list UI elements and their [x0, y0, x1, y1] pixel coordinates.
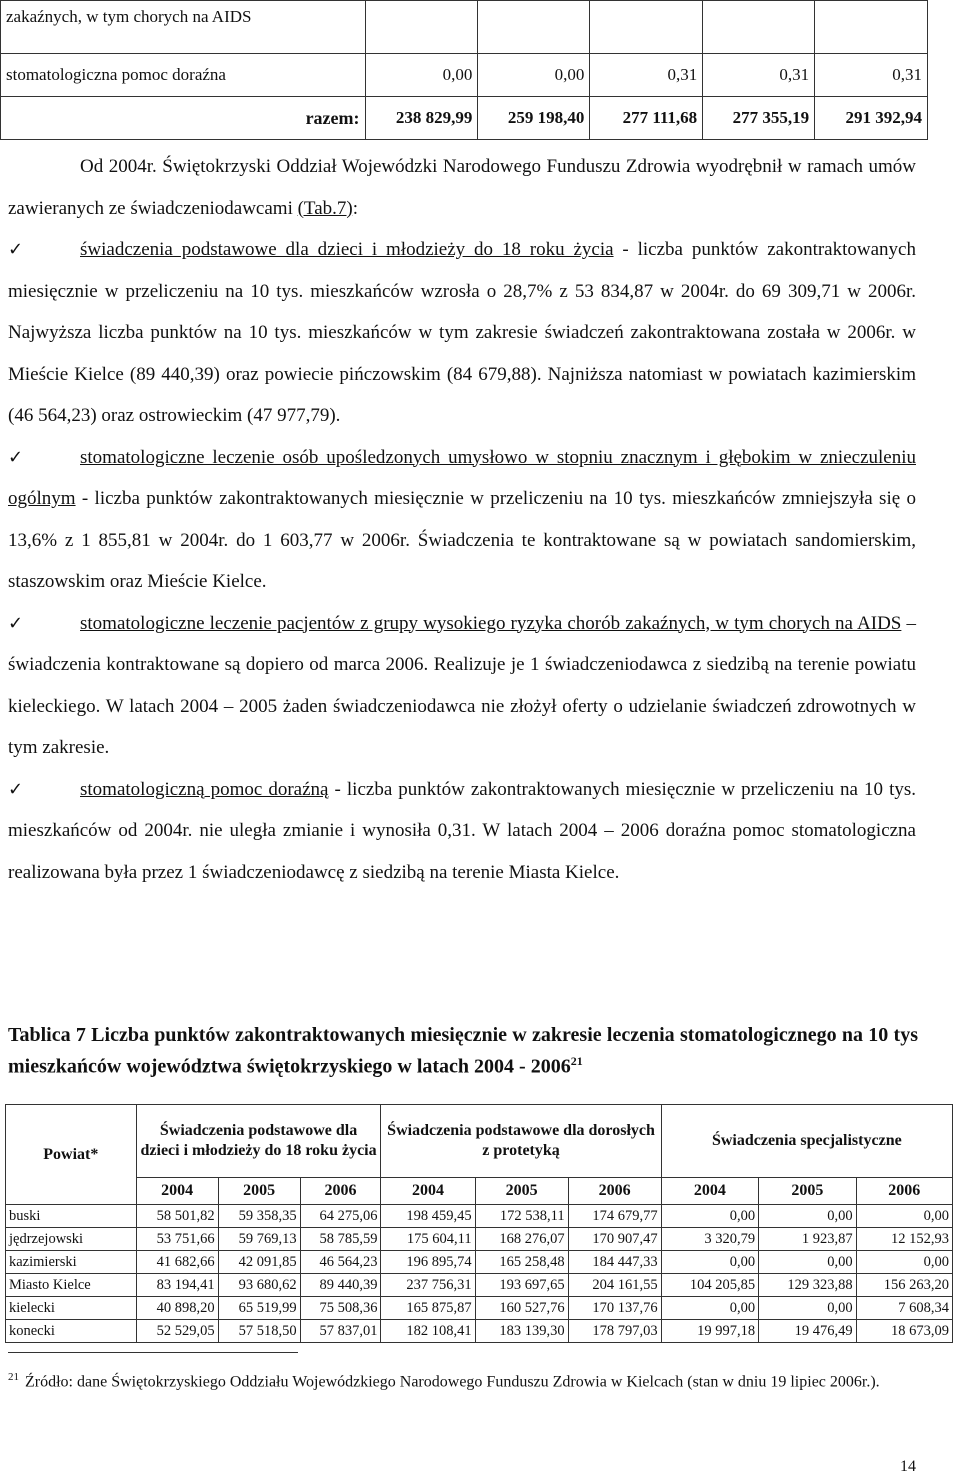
table-cell: 237 756,31 [381, 1274, 475, 1297]
table-cell: 12 152,93 [856, 1228, 952, 1251]
table-cell: 7 608,34 [856, 1297, 952, 1320]
list-item: ✓ stomatologiczną pomoc doraźną - liczba punktów zakontraktowanych miesięcznie w przeliczeniu na 10 tys. mieszkańców od 2004r. nie uległa zmianie i wynosiła 0,31. W latach 2004 – 2006 doraźna pomoc stomatologiczna realizowana była przez 1 świadczeniodawcę z siedzibą na terenie Miasta Kielce. [8, 769, 916, 894]
table-header-row [6, 1105, 953, 1178]
total-label: razem: [1, 97, 366, 140]
table-cell: 204 161,55 [568, 1274, 661, 1297]
table-cell: 277 355,19 [703, 97, 815, 140]
table-cell: 170 137,76 [568, 1297, 661, 1320]
table-cell: 193 697,65 [475, 1274, 568, 1297]
table-cell: 0,00 [759, 1251, 856, 1274]
footnote-ref: 21 [570, 1054, 583, 1068]
table-cell: 165 258,48 [475, 1251, 568, 1274]
table-cell: 178 797,03 [568, 1320, 661, 1343]
table-cell: 0,00 [759, 1297, 856, 1320]
table-row [6, 1274, 953, 1297]
table-cell: 277 111,68 [590, 97, 703, 140]
table-cell: 0,00 [478, 54, 590, 97]
page-number: 14 [900, 1458, 916, 1475]
table-reference-link[interactable]: (Tab.7) [297, 197, 353, 219]
table-cell: 58 501,82 [136, 1205, 218, 1228]
table-header-row-years [6, 1178, 953, 1205]
table-cell: 52 529,05 [136, 1320, 218, 1343]
table-cell: 58 785,59 [300, 1228, 381, 1251]
table-cell: 42 091,85 [218, 1251, 300, 1274]
table-cell: 196 895,74 [381, 1251, 475, 1274]
table-cell: 41 682,66 [136, 1251, 218, 1274]
table-caption: Tablica 7 Liczba punktów zakontraktowanych miesięcznie w zakresie leczenia stomatologicznego na 10 tys mieszkańców województwa świętokrzyskiego w latach 2004 - 2006$^{21}$ [8, 1024, 918, 1078]
powiat-name: kazimierski [6, 1251, 137, 1274]
footnote-divider [8, 1352, 298, 1353]
table-cell: 57 837,01 [300, 1320, 381, 1343]
table-cell: 170 907,47 [568, 1228, 661, 1251]
table-row [6, 1205, 953, 1228]
row-label: stomatologiczna pomoc doraźna [1, 54, 366, 97]
table-cell: 19 476,49 [759, 1320, 856, 1343]
list-item-title: stomatologiczne leczenie osób upośledzonych umysłowo w stopniu znacznym i głębokim w znieczuleniu ogólnym [8, 446, 916, 509]
table-cell: 46 564,23 [300, 1251, 381, 1274]
table-row [1, 1, 928, 54]
footnote-text: Źródło: dane Świętokrzyskiego Oddziału Wojewódzkiego Narodowego Funduszu Zdrowia w Kielcach (stan w dniu 19 lipiec 2006r.). [25, 1373, 880, 1391]
table-cell: 1 923,87 [759, 1228, 856, 1251]
checkmark-icon: ✓ [8, 239, 24, 260]
table-row [6, 1251, 953, 1274]
year-header: 2006 [300, 1178, 381, 1205]
table-cell: 18 673,09 [856, 1320, 952, 1343]
table-cell: 83 194,41 [136, 1274, 218, 1297]
powiat-name: kielecki [6, 1297, 137, 1320]
table-cell: 89 440,39 [300, 1274, 381, 1297]
table-cell: 129 323,88 [759, 1274, 856, 1297]
table-cell: 0,31 [703, 54, 815, 97]
table-cell: 238 829,99 [365, 97, 478, 140]
list-item-title: świadczenia podstawowe dla dzieci i młodzieży do 18 roku życia [80, 239, 614, 260]
table-cell: 0,00 [856, 1205, 952, 1228]
column-group-header: Świadczenia podstawowe dla dzieci i młodzieży do 18 roku życia [136, 1105, 381, 1178]
table-cell: 0,00 [661, 1297, 758, 1320]
table-cell: 75 508,36 [300, 1297, 381, 1320]
table-cell: 168 276,07 [475, 1228, 568, 1251]
checkmark-icon: ✓ [8, 778, 24, 800]
year-header: 2005 [759, 1178, 856, 1205]
table-cell: 3 320,79 [661, 1228, 758, 1251]
table-row [1, 54, 928, 97]
year-header: 2006 [568, 1178, 661, 1205]
footnote-number: 21 [8, 1371, 19, 1383]
table-row [6, 1297, 953, 1320]
table-cell: 57 518,50 [218, 1320, 300, 1343]
table-cell: 65 519,99 [218, 1297, 300, 1320]
checkmark-icon: ✓ [8, 612, 24, 634]
intro-paragraph: Od 2004r. Świętokrzyski Oddział Wojewódzki Narodowego Funduszu Zdrowia wyodrębnił w ramach umów zawieranych ze świadczeniodawcami (Tab.7): [8, 156, 916, 219]
column-group-header: Świadczenia specjalistyczne [661, 1105, 952, 1178]
table-row [6, 1228, 953, 1251]
table-cell: 160 527,76 [475, 1297, 568, 1320]
year-header: 2004 [136, 1178, 218, 1205]
top-table-fragment [0, 0, 928, 140]
table-cell: 174 679,77 [568, 1205, 661, 1228]
table-cell: 259 198,40 [478, 97, 590, 140]
table-cell: 93 680,62 [218, 1274, 300, 1297]
table-cell: 0,00 [661, 1251, 758, 1274]
table-row [6, 1320, 953, 1343]
year-header: 2005 [475, 1178, 568, 1205]
table-cell: 0,00 [661, 1205, 758, 1228]
table-row-total [1, 97, 928, 140]
powiat-name: buski [6, 1205, 137, 1228]
column-header-powiat: Powiat* [6, 1105, 137, 1205]
table-cell: 19 997,18 [661, 1320, 758, 1343]
table-cell: 40 898,20 [136, 1297, 218, 1320]
table-cell: 0,00 [365, 54, 478, 97]
table-cell: 0,00 [759, 1205, 856, 1228]
year-header: 2005 [218, 1178, 300, 1205]
list-item-title: stomatologiczne leczenie pacjentów z grupy wysokiego ryzyka chorób zakaźnych, w tym chorych na AIDS [80, 612, 902, 634]
list-item: ✓ świadczenia podstawowe dla dzieci i młodzieży do 18 roku życia - liczba punktów zakontraktowanych miesięcznie w przeliczeniu na 10 tys. mieszkańców wzrosła o 28,7% z 53 834,87 w 2004r. do 69 309,71 w 2006r. Najwyższa liczba punktów na 10 tys. mieszkańców w tym zakresie świadczeń zakontraktowana została w 2006r. w Mieście Kielce (89 440,39) oraz powiecie pińczowskim (84 679,88). Najniższa natomiast w powiatach kazimierskim (46 564,23) oraz ostrowieckim (47 977,79). [8, 229, 916, 437]
table-cell: 0,31 [815, 54, 928, 97]
footnote [8, 1366, 916, 1393]
table-cell: 53 751,66 [136, 1228, 218, 1251]
list-item: ✓ stomatologiczne leczenie osób upośledzonych umysłowo w stopniu znacznym i głębokim w znieczuleniu ogólnym - liczba punktów zakontraktowanych miesięcznie w przeliczeniu na 10 tys. mieszkańców zmniejszyła się o 13,6% z 1 855,81 w 2004r. do 1 603,77 w 2006r. Świadczenia te kontraktowane są w powiatach sandomierskim, staszowskim oraz Mieście Kielce. [8, 437, 916, 603]
powiat-name: jędrzejowski [6, 1228, 137, 1251]
table-cell: 291 392,94 [815, 97, 928, 140]
points-table [5, 1104, 953, 1343]
table-cell: 175 604,11 [381, 1228, 475, 1251]
year-header: 2006 [856, 1178, 952, 1205]
table-cell: 104 205,85 [661, 1274, 758, 1297]
table-cell: 64 275,06 [300, 1205, 381, 1228]
table-cell: 184 447,33 [568, 1251, 661, 1274]
list-item-title: stomatologiczną pomoc doraźną [80, 778, 329, 800]
table-cell: 59 769,13 [218, 1228, 300, 1251]
table-cell: 182 108,41 [381, 1320, 475, 1343]
table-cell: 183 139,30 [475, 1320, 568, 1343]
list-item: ✓ stomatologiczne leczenie pacjentów z grupy wysokiego ryzyka chorób zakaźnych, w tym chorych na AIDS – świadczenia kontraktowane są dopiero od marca 2006. Realizuje je 1 świadczeniodawca z siedzibą na terenie powiatu kieleckiego. W latach 2004 – 2005 żaden świadczeniodawca nie złożył oferty o udzielanie świadczeń zdrowotnych w tym zakresie. [8, 603, 916, 769]
year-header: 2004 [661, 1178, 758, 1205]
table-cell: 0,31 [590, 54, 703, 97]
body-text [8, 146, 916, 893]
table-cell: 198 459,45 [381, 1205, 475, 1228]
table-cell: 0,00 [856, 1251, 952, 1274]
powiat-name: konecki [6, 1320, 137, 1343]
checkmark-icon: ✓ [8, 446, 24, 468]
table-cell: 172 538,11 [475, 1205, 568, 1228]
table-cell: 59 358,35 [218, 1205, 300, 1228]
row-label: zakaźnych, w tym chorych na AIDS [1, 1, 366, 54]
table-cell: 165 875,87 [381, 1297, 475, 1320]
table-cell: 156 263,20 [856, 1274, 952, 1297]
column-group-header: Świadczenia podstawowe dla dorosłych z protetyką [381, 1105, 661, 1178]
powiat-name: Miasto Kielce [6, 1274, 137, 1297]
year-header: 2004 [381, 1178, 475, 1205]
